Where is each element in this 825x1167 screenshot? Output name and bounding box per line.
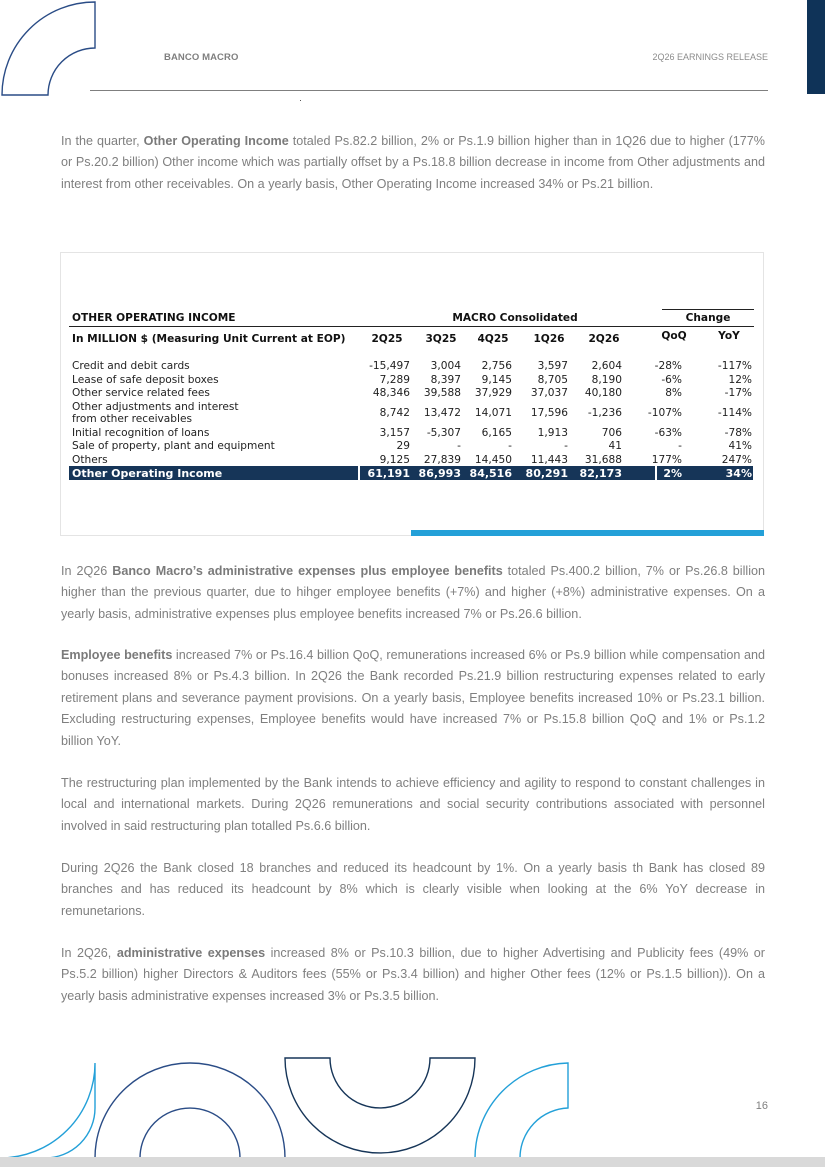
total-value: 34% — [725, 467, 752, 480]
total-value: 82,173 — [579, 467, 622, 480]
cell-value: 27,839 — [423, 453, 461, 466]
paragraph-other-operating-income: In the quarter, Other Operating Income totaled Ps.82.2 billion, 2% or Ps.1.9 billion higher than in 1Q26 due to higher (177% or Ps.20.2 billion) Other income which was partially offset by a Ps.18.8 billion decrease in income from Other adjustments and interest from other receivables. On a yearly basis, Other Operating Income increased 34% or Ps.21 billion. — [61, 134, 765, 191]
cell-value: 9,145 — [481, 373, 512, 386]
page-number: 16 — [755, 1100, 768, 1112]
cell-value: 2,756 — [481, 360, 512, 372]
column-header: 2Q25 — [371, 333, 403, 345]
row-label: Other adjustments and interest — [72, 400, 239, 413]
header-divider — [90, 90, 768, 91]
row-label: Lease of safe deposit boxes — [72, 373, 219, 386]
total-value: 86,993 — [418, 467, 461, 480]
cell-value: 40,180 — [584, 387, 622, 399]
table-accent-bar — [411, 530, 764, 536]
total-row-label: Other Operating Income — [72, 467, 223, 480]
table-subtitle: In MILLION $ (Measuring Unit Current at EOP) — [72, 333, 346, 345]
column-header: QoQ — [661, 330, 687, 342]
total-value: 2% — [663, 467, 682, 480]
cell-value: 6,165 — [481, 426, 512, 439]
cell-value: 41% — [728, 440, 752, 452]
column-header: 1Q26 — [533, 333, 565, 345]
row-label: Other service related fees — [72, 387, 210, 399]
cell-value: 39,588 — [423, 387, 461, 399]
cell-value: -107% — [647, 406, 682, 419]
document-title: 2Q26 EARNINGS RELEASE — [652, 52, 768, 62]
column-header: YoY — [718, 330, 740, 342]
cell-value: 12% — [728, 373, 752, 386]
cell-value: 8% — [665, 387, 682, 399]
total-value: 80,291 — [525, 467, 568, 480]
cell-value: -28% — [654, 360, 682, 372]
column-header: 2Q26 — [588, 333, 620, 345]
cell-value: -6% — [661, 373, 682, 386]
change-header: Change — [685, 312, 731, 324]
table-header-rule — [69, 326, 754, 327]
row-label: Initial recognition of loans — [72, 426, 210, 439]
cell-value: - — [457, 440, 461, 452]
cell-value: 8,742 — [379, 406, 410, 419]
cell-value: 2,604 — [591, 360, 622, 372]
paragraph-restructuring-plan: The restructuring plan implemented by the Bank intends to achieve efficiency and agility to respond to constant challenges in local and international markets. During 2Q26 remunerations and social security contributions associated with personnel involved in said restructuring plan totalled Ps.6.6 billion. — [61, 776, 765, 833]
total-value: 61,191 — [367, 467, 410, 480]
cell-value: -117% — [717, 360, 752, 372]
cell-value: 3,004 — [430, 360, 461, 372]
change-header-rule — [662, 309, 754, 310]
cell-value: 37,037 — [530, 387, 568, 399]
cell-value: 41 — [608, 440, 622, 452]
cell-value: -63% — [654, 426, 682, 439]
cell-value: -78% — [724, 426, 752, 439]
cell-value: -114% — [717, 406, 752, 419]
footer-band — [0, 1157, 825, 1167]
column-header: 3Q25 — [425, 333, 457, 345]
cell-value: 177% — [651, 453, 682, 466]
header-accent-bar — [807, 0, 825, 94]
cell-value: -1,236 — [587, 406, 622, 419]
cell-value: -17% — [724, 387, 752, 399]
row-label: Credit and debit cards — [72, 360, 190, 372]
cell-value: 8,190 — [591, 373, 622, 386]
cell-value: 14,450 — [474, 453, 512, 466]
cell-value: -5,307 — [426, 426, 461, 439]
cell-value: 706 — [601, 426, 622, 439]
header-dot — [300, 100, 301, 101]
footer-arcs-decoration — [0, 1050, 825, 1167]
cell-value: - — [508, 440, 512, 452]
paragraph-administrative-expenses-summary: In 2Q26 Banco Macro’s administrative expenses plus employee benefits totaled Ps.400.2 billion, 7% or Ps.26.8 billion higher than the previous quarter, due to hihger employee benefits (+7%) and higher (+8%) administrative expenses. On a yearly basis, administrative expenses plus employee benefits increased 7% or Ps.26.6 billion. — [61, 564, 765, 621]
cell-value: - — [678, 440, 682, 452]
paragraph-administrative-expenses: In 2Q26, administrative expenses increased 8% or Ps.10.3 billion, due to higher Advertising and Publicity fees (49% or Ps.5.2 billion) higher Directors & Auditors fees (55% or Ps.3.4 billion) and higher Other fees (12% or Ps.1.5 billion)). On a yearly basis administrative expenses increased 3% or Ps.3.5 billion. — [61, 946, 765, 1003]
row-label: Others — [72, 453, 108, 466]
cell-value: 7,289 — [379, 373, 410, 386]
column-header: 4Q25 — [477, 333, 509, 345]
cell-value: 1,913 — [537, 426, 568, 439]
paragraph-employee-benefits: Employee benefits increased 7% or Ps.16.4 billion QoQ, remunerations increased 6% or Ps.9 billion while compensation and bonuses increased 8% or Ps.4.3 billion. In 2Q26 the Bank recorded Ps.21.9 billion restructuring expenses related to early retirement plans and severance payment provisions. On a yearly basis, Employee benefits increased 10% or Ps.23.1 billion. Excluding restructuring expenses, Employee benefits would have increased 7% or Ps.15.8 billion QoQ and 1% or Ps.1.2 billion YoY. — [61, 648, 765, 748]
cell-value: 11,443 — [530, 453, 568, 466]
table-group-header: MACRO Consolidated — [452, 312, 578, 324]
cell-value: 13,472 — [423, 406, 461, 419]
cell-value: 31,688 — [584, 453, 622, 466]
cell-value: 8,705 — [537, 373, 568, 386]
row-label: Sale of property, plant and equipment — [72, 440, 275, 452]
cell-value: 3,157 — [379, 426, 410, 439]
header-arc-decoration — [0, 0, 100, 100]
cell-value: 37,929 — [474, 387, 512, 399]
total-value: 84,516 — [469, 467, 512, 480]
cell-value: 17,596 — [530, 406, 568, 419]
cell-value: 14,071 — [474, 406, 512, 419]
cell-value: 3,597 — [537, 360, 568, 372]
company-name: BANCO MACRO — [164, 52, 239, 63]
cell-value: -15,497 — [369, 360, 410, 372]
cell-value: 9,125 — [379, 453, 410, 466]
row-label: from other receivables — [72, 412, 193, 425]
cell-value: 8,397 — [430, 373, 461, 386]
cell-value: 48,346 — [372, 387, 410, 399]
cell-value: - — [564, 440, 568, 452]
table-title: OTHER OPERATING INCOME — [72, 312, 236, 324]
cell-value: 29 — [396, 440, 410, 452]
cell-value: 247% — [721, 453, 752, 466]
paragraph-branches-headcount: During 2Q26 the Bank closed 18 branches and reduced its headcount by 1%. On a yearly basis th Bank has closed 89 branches and has reduced its headcount by 8% which is clearly visible when looking at the 6% YoY decrease in remunetarions. — [61, 861, 765, 918]
